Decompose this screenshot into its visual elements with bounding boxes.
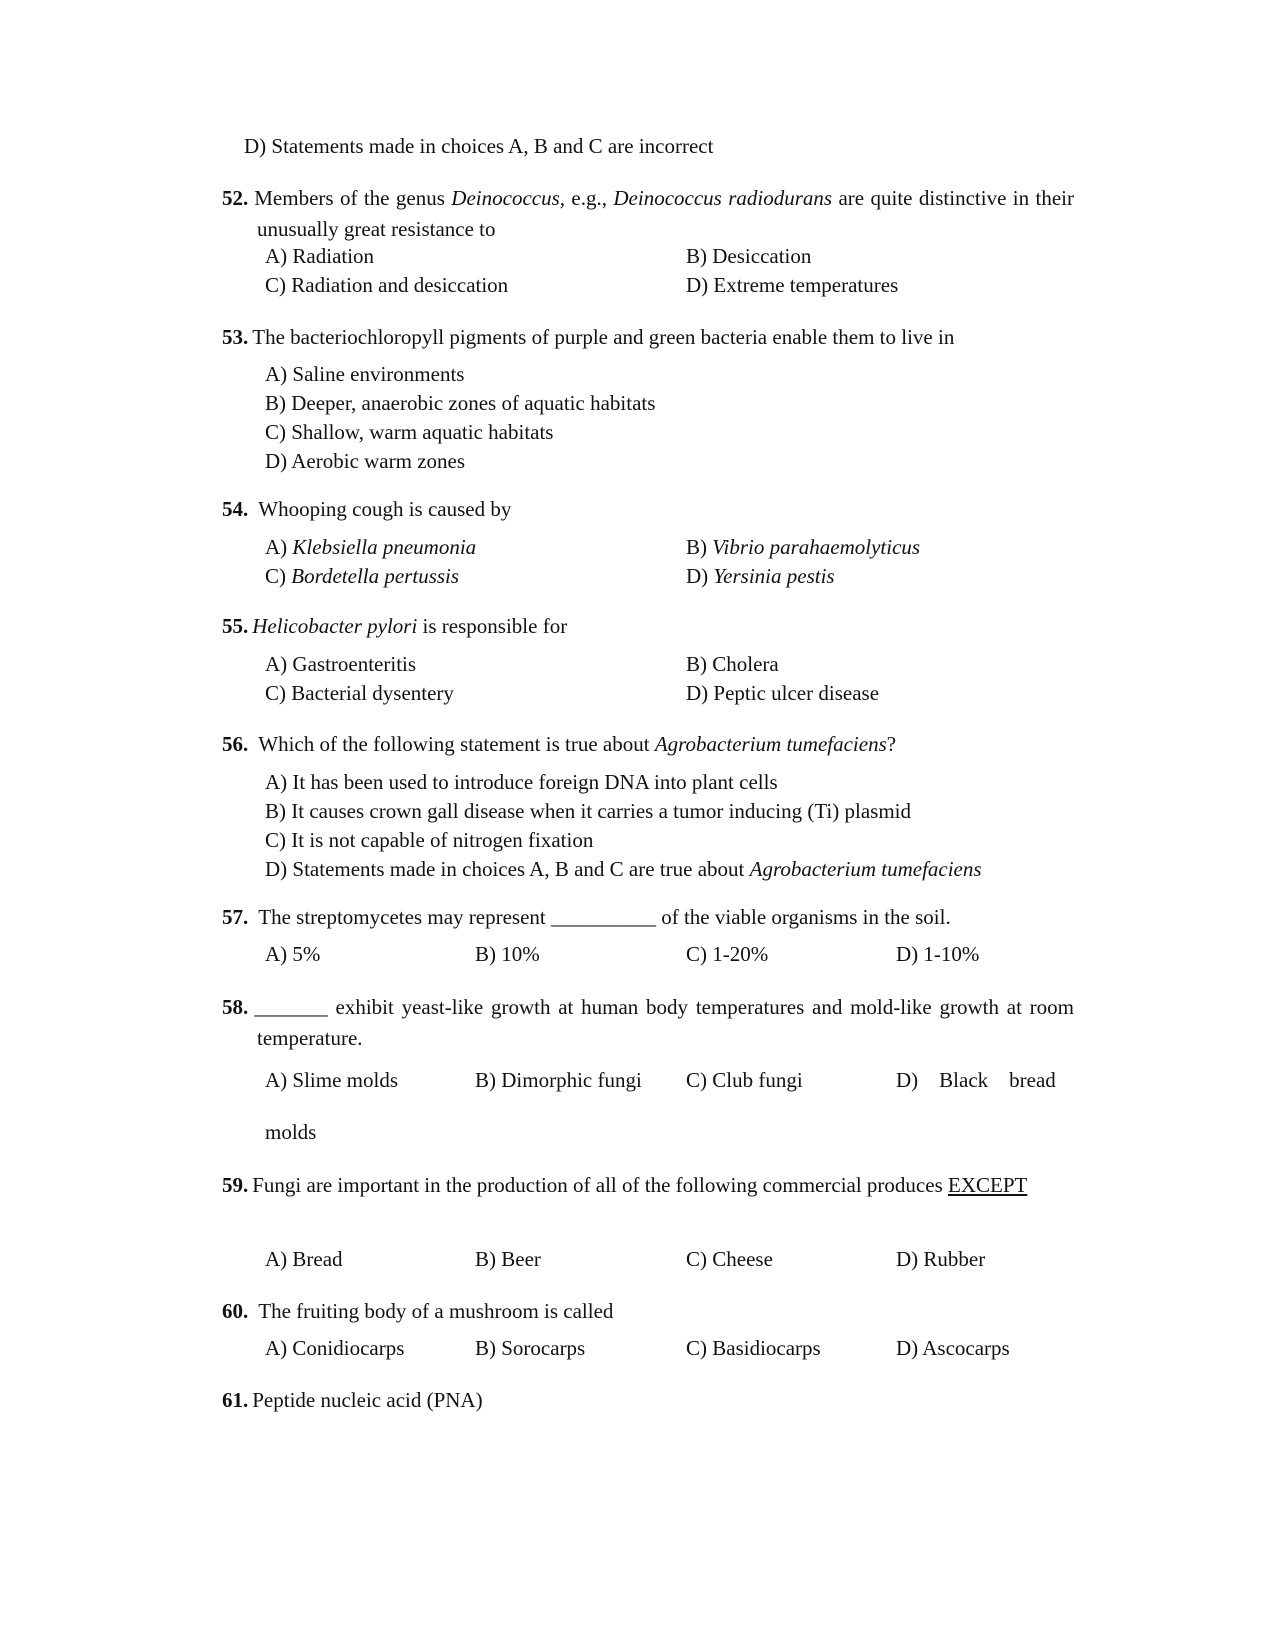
- option-b: B) Sorocarps: [475, 1336, 586, 1360]
- question-60-options: [265, 1334, 1085, 1363]
- stem-text: is responsible for: [417, 614, 568, 638]
- stem-text: e.g.,: [565, 186, 614, 210]
- option-b: B) Deeper, anaerobic zones of aquatic habitats: [265, 391, 656, 415]
- question-61: [222, 1385, 1074, 1416]
- option-c: C) Bacterial dysentery: [265, 681, 454, 705]
- option-d: D) Yersinia pestis: [686, 564, 835, 588]
- question-53-options: [265, 360, 1085, 476]
- question-52: [222, 183, 1074, 245]
- question-stem: [222, 1296, 1074, 1327]
- stem-text: _______ exhibit yeast-like growth at human body temperatures and mold-like growth at room temperature.: [254, 995, 1074, 1050]
- option-b: B) Desiccation: [686, 244, 812, 268]
- question-number: 59.: [222, 1173, 249, 1197]
- option-d: D) Statements made in choices A, B and C are true about Agrobacterium tumefaciens: [265, 857, 982, 881]
- option-b: B) It causes crown gall disease when it carries a tumor inducing (Ti) plasmid: [265, 799, 911, 823]
- question-54-options: [265, 533, 1085, 591]
- stem-text: Members of the genus: [254, 186, 452, 210]
- question-number: 56.: [222, 732, 249, 756]
- question-52-options: [265, 242, 1085, 300]
- question-55: [222, 611, 1074, 642]
- question-59-options: [265, 1245, 1085, 1274]
- option-d: D) Peptic ulcer disease: [686, 681, 880, 705]
- option-a: A) Klebsiella pneumonia: [265, 535, 477, 559]
- option-a: A) It has been used to introduce foreign DNA into plant cells: [265, 770, 778, 794]
- option-d: D) Extreme temperatures: [686, 273, 899, 297]
- option-a: A) Saline environments: [265, 362, 465, 386]
- option-c: C) Cheese: [686, 1247, 773, 1271]
- question-stem: [222, 183, 1074, 245]
- stem-text: The bacteriochloropyll pigments of purple and green bacteria enable them to live in: [252, 325, 955, 349]
- stem-text: ?: [886, 732, 897, 756]
- question-stem: [222, 729, 1074, 760]
- option-c: C) It is not capable of nitrogen fixation: [265, 828, 594, 852]
- question-58-options: [265, 1066, 1085, 1147]
- option-c: C) Radiation and desiccation: [265, 273, 509, 297]
- option-c: C) Basidiocarps: [686, 1336, 821, 1360]
- option-a: A) Conidiocarps: [265, 1336, 405, 1360]
- option-d: D) Ascocarps: [896, 1336, 1010, 1360]
- question-number: 60.: [222, 1299, 249, 1323]
- question-54: [222, 494, 1074, 525]
- option-d: D) 1-10%: [896, 942, 980, 966]
- stem-italic: Deinococcus radiodurans: [613, 186, 833, 210]
- question-number: 53.: [222, 325, 249, 349]
- question-stem: [222, 1170, 1074, 1201]
- question-stem: [222, 611, 1074, 642]
- stem-underlined: EXCEPT: [948, 1173, 1028, 1197]
- question-number: 54.: [222, 497, 249, 521]
- question-57: [222, 902, 1074, 933]
- option-b: B) Vibrio parahaemolyticus: [686, 535, 921, 559]
- option-d: D) Aerobic warm zones: [265, 449, 466, 473]
- option-a: A) Bread: [265, 1247, 343, 1271]
- option-c: C) Bordetella pertussis: [265, 564, 460, 588]
- stem-text: Peptide nucleic acid (PNA): [252, 1388, 483, 1412]
- stem-text: Whooping cough is caused by: [258, 497, 512, 521]
- question-59: [222, 1170, 1074, 1201]
- option-a: A) Gastroenteritis: [265, 652, 417, 676]
- question-number: 52.: [222, 186, 249, 210]
- question-58: [222, 992, 1074, 1054]
- stem-italic: Deinococcus,: [451, 186, 566, 210]
- question-55-options: [265, 650, 1085, 708]
- question-56-options: [265, 768, 1085, 884]
- question-stem: [222, 992, 1074, 1054]
- question-number: 57.: [222, 905, 249, 929]
- option-a: A) Radiation: [265, 244, 375, 268]
- question-57-options: [265, 940, 1085, 969]
- stem-text: The streptomycetes may represent __________ of the viable organisms in the soil.: [258, 905, 951, 929]
- option-d: D) Rubber: [896, 1247, 986, 1271]
- option-a: A) 5%: [265, 942, 321, 966]
- option-d: D) Black bread: [896, 1068, 1056, 1092]
- option-b: B) Beer: [475, 1247, 541, 1271]
- question-number: 61.: [222, 1388, 249, 1412]
- question-stem: [222, 494, 1074, 525]
- question-53: [222, 322, 1074, 353]
- question-number: 58.: [222, 995, 249, 1019]
- option-a: A) Slime molds: [265, 1068, 399, 1092]
- question-stem: [222, 1385, 1074, 1416]
- stem-text: Which of the following statement is true about: [258, 732, 655, 756]
- option-c: C) Club fungi: [686, 1068, 803, 1092]
- question-60: [222, 1296, 1074, 1327]
- question-number: 55.: [222, 614, 249, 638]
- carryover-option: [244, 132, 1096, 161]
- question-stem: [222, 902, 1074, 933]
- option-text: D) Statements made in choices A, B and C are incorrect: [244, 134, 714, 158]
- question-stem: [222, 322, 1074, 353]
- question-56: [222, 729, 1074, 760]
- stem-italic: Agrobacterium tumefaciens: [654, 732, 887, 756]
- stem-text: are quite distinctive in their unusually great resistance to: [257, 186, 1074, 241]
- option-c: C) 1-20%: [686, 942, 769, 966]
- option-b: B) 10%: [475, 942, 540, 966]
- option-b: B) Dimorphic fungi: [475, 1068, 642, 1092]
- stem-text: The fruiting body of a mushroom is called: [258, 1299, 614, 1323]
- stem-italic: Helicobacter pylori: [252, 614, 418, 638]
- option-c: C) Shallow, warm aquatic habitats: [265, 420, 554, 444]
- stem-text: Fungi are important in the production of all of the following commercial produces: [252, 1173, 943, 1197]
- option-b: B) Cholera: [686, 652, 779, 676]
- option-d-wrap: molds: [265, 1120, 317, 1144]
